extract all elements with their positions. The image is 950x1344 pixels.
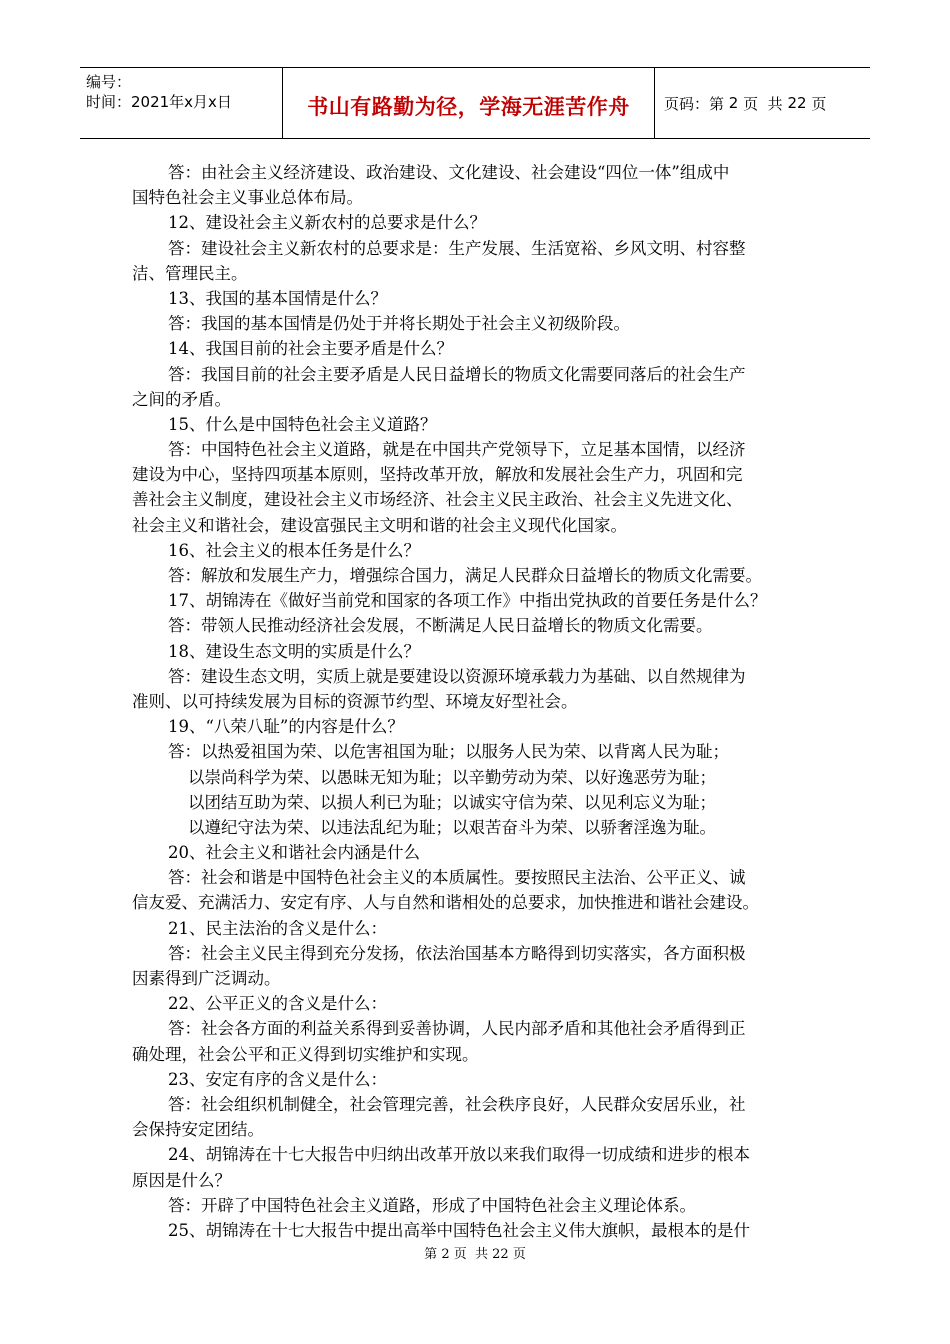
page-footer [0, 1246, 950, 1264]
header-page-suffix: 页 [811, 94, 827, 113]
text-line: 答：社会和谐是中国特色社会主义的本质属性。要按照民主法治、公平正义、诚 [168, 868, 746, 888]
text-line: 答：我国目前的社会主要矛盾是人民日益增长的物质文化需要同落后的社会生产 [168, 364, 746, 384]
text-line: 20、社会主义和谐社会内涵是什么 [168, 843, 420, 863]
header-motto-cell [283, 68, 655, 138]
document-header [80, 67, 870, 139]
header-page-cell [655, 68, 870, 138]
text-line: 18、建设生态文明的实质是什么？ [168, 641, 420, 661]
text-line: 15、什么是中国特色社会主义道路？ [168, 414, 437, 434]
text-line: 准则、以可持续发展为目标的资源节约型、环境友好型社会。 [132, 691, 578, 711]
text-line: 19、“八荣八耻”的内容是什么？ [168, 717, 404, 737]
text-line: 12、建设社会主义新农村的总要求是什么？ [168, 213, 486, 233]
text-line: 答：开辟了中国特色社会主义道路，形成了中国特色社会主义理论体系。 [168, 1195, 696, 1215]
text-line: 16、社会主义的根本任务是什么？ [168, 540, 420, 560]
text-line: 因素得到广泛调动。 [132, 969, 281, 988]
text-line: 答：社会各方面的利益关系得到妥善协调，人民内部矛盾和其他社会矛盾得到正 [168, 1019, 746, 1039]
text-line: 22、公平正义的含义是什么： [168, 994, 387, 1014]
text-line: 答：中国特色社会主义道路，就是在中国共产党领导下，立足基本国情，以经济 [168, 440, 746, 460]
text-line: 建设为中心，坚持四项基本原则，坚持改革开放，解放和发展社会生产力，巩固和完 [132, 465, 743, 485]
text-line: 原因是什么？ [132, 1170, 231, 1190]
text-line: 答：社会组织机制健全，社会管理完善，社会秩序良好，人民群众安居乐业，社 [168, 1094, 746, 1114]
footer-suffix: 页 [512, 1247, 526, 1262]
text-line: 洁、管理民主。 [132, 263, 248, 283]
text-line: 以团结互助为荣、以损人利已为耻；以诚实守信为荣、以见利忘义为耻； [188, 792, 716, 812]
document-number-label: 编号： [86, 73, 132, 91]
text-line: 确处理，社会公平和正义得到切实维护和实现。 [132, 1044, 479, 1064]
footer-total-pages: 22 [492, 1247, 509, 1262]
header-meta-cell [80, 68, 283, 138]
text-line: 17、胡锦涛在《做好当前党和国家的各项工作》中指出党执政的首要任务是什么？ [168, 591, 767, 611]
text-line: 答：带领人民推动经济社会发展，不断满足人民日益增长的物质文化需要。 [168, 616, 713, 636]
header-motto: 书山有路勤为径，学海无涯苦作舟 [307, 95, 630, 119]
text-line: 答：社会主义民主得到充分发扬，依法治国基本方略得到切实落实，各方面积极 [168, 943, 746, 963]
text-line: 14、我国目前的社会主要矛盾是什么？ [168, 339, 453, 359]
text-line: 以遵纪守法为荣、以违法乱纪为耻；以艰苦奋斗为荣、以骄奢淫逸为耻。 [188, 817, 716, 837]
header-page-prefix: 页码：第 [664, 94, 725, 113]
text-line: 答：解放和发展生产力，增强综合国力，满足人民群众日益增长的物质文化需要。 [168, 566, 762, 585]
footer-prefix: 第 [424, 1247, 438, 1262]
text-line: 21、民主法治的含义是什么： [168, 918, 387, 938]
document-body [132, 160, 822, 1243]
text-line: 之间的矛盾。 [132, 389, 231, 409]
footer-current-page: 2 [441, 1247, 450, 1262]
text-line: 信友爱、充满活力、安定有序、人与自然和谐相处的总要求，加快推进和谐社会建设。 [132, 893, 759, 913]
text-line: 答：由社会主义经济建设、政治建设、文化建设、社会建设“四位一体”组成中 [168, 163, 730, 182]
text-line: 国特色社会主义事业总体布局。 [132, 188, 363, 208]
text-line: 答：以热爱祖国为荣、以危害祖国为耻；以服务人民为荣、以背离人民为耻； [168, 742, 729, 762]
header-page-current: 2 [728, 94, 739, 112]
text-line: 社会主义和谐社会，建设富强民主文明和谐的社会主义现代化国家。 [132, 515, 627, 535]
text-line: 会保持安定团结。 [132, 1120, 264, 1140]
header-page-total: 22 [787, 94, 807, 112]
text-line: 以崇尚科学为荣、以愚昧无知为耻；以辛勤劳动为荣、以好逸恶劳为耻； [188, 767, 716, 787]
text-line: 24、胡锦涛在十七大报告中归纳出改革开放以来我们取得一切成绩和进步的根本 [168, 1145, 750, 1165]
document-time-label: 时间：2021年x月x日 [86, 93, 232, 111]
text-line: 25、胡锦涛在十七大报告中提出高举中国特色社会主义伟大旗帜，最根本的是什 [168, 1220, 750, 1240]
header-page-mid: 页 共 [743, 94, 783, 113]
text-line: 答：建设社会主义新农村的总要求是：生产发展、生活宽裕、乡风文明、村容整 [168, 238, 746, 258]
footer-mid: 页 共 [453, 1247, 488, 1262]
text-line: 答：我国的基本国情是仍处于并将长期处于社会主义初级阶段。 [168, 314, 630, 334]
text-line: 善社会主义制度，建设社会主义市场经济、社会主义民主政治、社会主义先进文化、 [132, 490, 743, 510]
text-line: 答：建设生态文明，实质上就是要建设以资源环境承载力为基础、以自然规律为 [168, 666, 746, 686]
text-line: 13、我国的基本国情是什么？ [168, 288, 387, 308]
text-line: 23、安定有序的含义是什么： [168, 1069, 387, 1089]
